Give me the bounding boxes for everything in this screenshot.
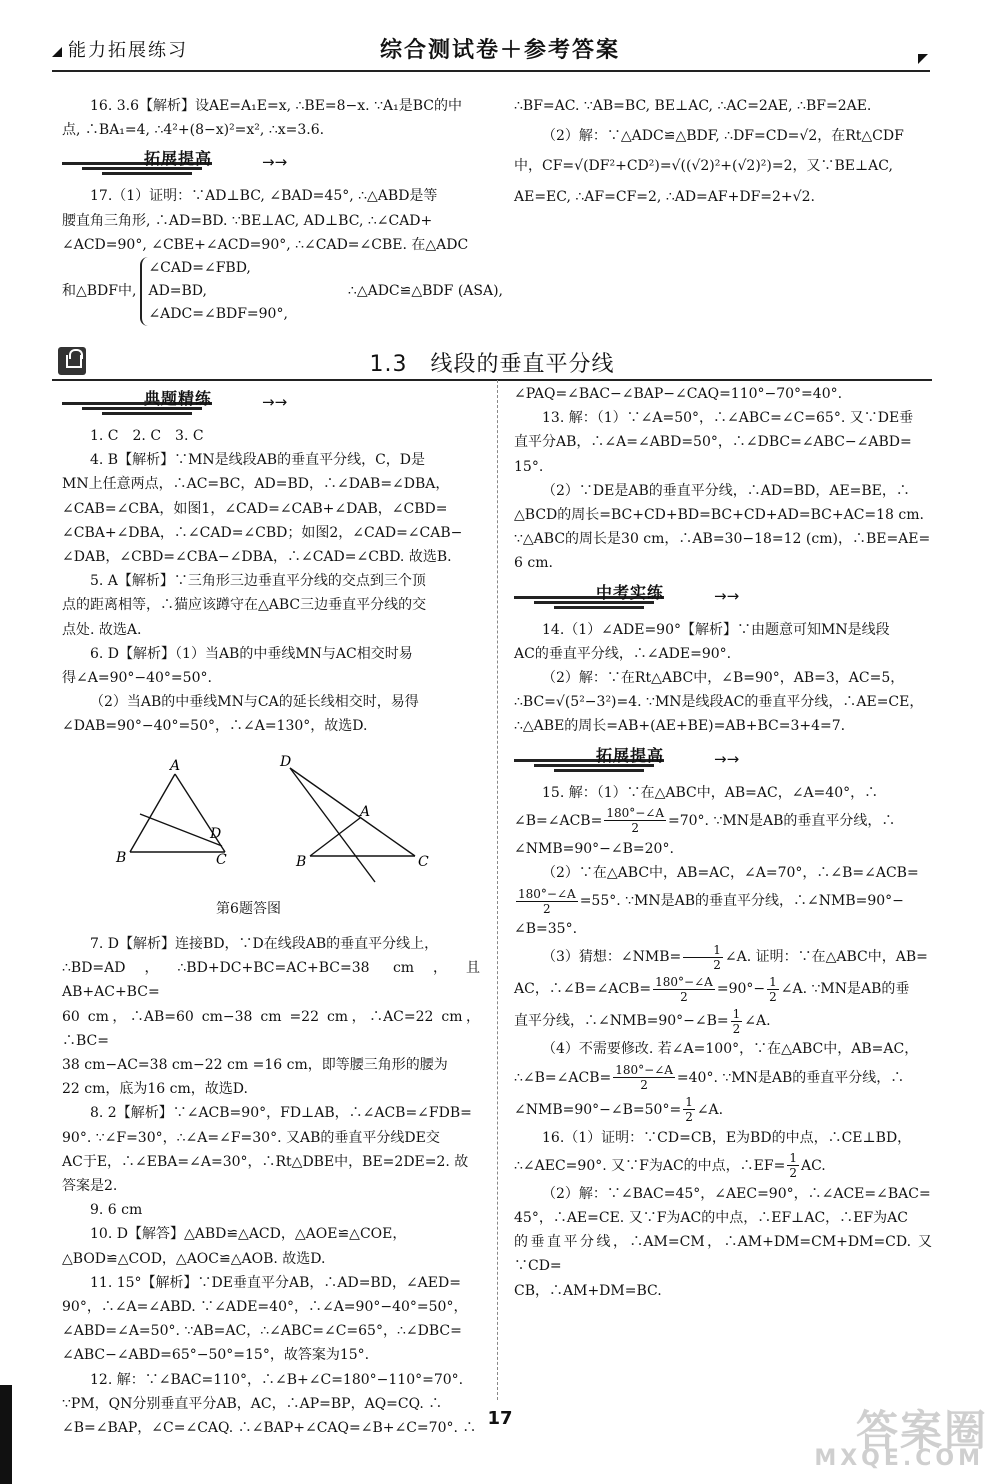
page-number: 17 [487, 1408, 513, 1429]
answer-6-line3: （2）当AB的中垂线MN与CA的延长线相交时，易得 [90, 694, 419, 711]
vertex-label: A [170, 758, 181, 774]
answer-17-line5: ∴BF=AC. ∵AB=BC, BE⊥AC, ∴AC=2AE, ∴BF=2AE. [514, 98, 872, 114]
answer-16-line2: 点, ∴BA₁=4, ∴4²+(8−x)²=x², ∴x=3.6. [62, 122, 325, 139]
numerator: 180°−∠A [518, 886, 576, 901]
badge-label: 拓展提高 [144, 149, 213, 169]
numerator: 180°−∠A [655, 974, 713, 989]
numerator: 1 [789, 1151, 797, 1166]
denominator: 2 [631, 821, 639, 836]
answer-15-line12 [514, 1094, 932, 1126]
answer-16-line2 [514, 1150, 932, 1182]
denominator: 2 [543, 901, 551, 916]
answer-5-line2: 点的距离相等，∴猫应该蹲守在△ABC三边垂直平分线的交 [62, 597, 427, 614]
answer-8-line4: 答案是2. [62, 1178, 118, 1195]
numerator: 180°−∠A [606, 806, 665, 821]
answer-13-line4: （2）∵DE是AB的垂直平分线，∴AD=BD，AE=BE，∴ [542, 482, 910, 499]
left-column [62, 382, 480, 739]
denominator: 2 [789, 1166, 797, 1181]
answer-14-line1: 14.（1）∠ADE=90°【解析】∵由题意可知MN是线段 [542, 621, 890, 638]
text-run: ∴∠AEC=90°. 又∵F为AC的中点，∴EF= [514, 1157, 786, 1174]
text-run: =55°. ∵MN是AB的垂直平分线，∴∠NMB=90°− [579, 893, 904, 910]
running-header-left: 能力拓展练习 [52, 36, 188, 62]
badge-label: 典题精练 [144, 389, 213, 408]
answer-15-line6: ∠B=35°. [514, 921, 578, 938]
text-run: ∠A. ∵MN是AB的垂 [780, 981, 910, 998]
denominator: 2 [769, 989, 777, 1004]
answer-5-line3: 点处. 故选A. [62, 621, 142, 638]
segment-ab [130, 774, 175, 852]
answer-7-line4: 38 cm−AC=38 cm−22 cm =16 cm，即等腰三角形的腰为 [62, 1057, 448, 1074]
answer-17-line3: ∠ACD=90°, ∠CBE+∠ACD=90°, ∴∠CAD=∠CBE. 在△ADC [62, 236, 469, 253]
top-right-column [514, 94, 932, 209]
answer-6-line1: 6. D【解析】（1）当AB的中垂线MN与AC相交时易 [90, 645, 413, 662]
section-heading [52, 343, 932, 379]
fraction [613, 1063, 675, 1092]
answer-8-line2: 90°. ∵∠F=30°，∴∠A=∠F=30°. 又AB的垂直平分线DE交 [62, 1129, 440, 1146]
double-arrow-icon: →→ [262, 153, 288, 172]
numerator: 1 [769, 974, 777, 989]
answer-15-line5 [514, 885, 932, 917]
answer-11-line3: ∠ABD=∠A=50°. ∵AB=AC，∴∠ABC=∠C=65°，∴∠DBC= [62, 1323, 462, 1340]
answer-12-line4: ∠PAQ=∠BAC−∠BAP−∠CAQ=110°−70°=40°. [514, 386, 843, 402]
numerator: 1 [683, 943, 723, 958]
denominator: 2 [680, 989, 688, 1004]
column-divider [497, 380, 498, 1400]
answer-11-line1: 11. 15°【解析】∵DE垂直平分AB，∴AD=BD，∠AED= [90, 1274, 461, 1291]
vertex-label: C [216, 852, 227, 868]
answer-15-line10: （4）不需要修改. 若∠A=100°，∵在△ABC中，AB=AC， [542, 1041, 919, 1058]
answer-7-line5: 22 cm，底为16 cm，故选D. [62, 1081, 248, 1098]
figure-caption: 第6题答图 [216, 901, 281, 917]
answer-16-line6: CB，∴AM+DM=BC. [514, 1282, 662, 1299]
answer-4-line5: ∠DAB，∠CBD=∠CBA−∠DBA，∴∠CAD=∠CBD. 故选B. [62, 549, 452, 566]
answer-16-line1: 16. 3.6【解析】设AE=A₁E=x, ∴BE=8−x. ∵A₁是BC的中 [90, 98, 462, 114]
numerator: 180°−∠A [615, 1063, 673, 1078]
text-run: ∠A. [744, 1013, 771, 1030]
vertex-label: D [280, 754, 292, 770]
double-arrow-icon: →→ [262, 393, 288, 411]
badge-label: 拓展提高 [596, 745, 665, 765]
answer-8-line1: 8. 2【解析】∵∠ACB=90°，FD⊥AB，∴∠ACB=∠FDB= [90, 1105, 472, 1122]
double-arrow-icon: →→ [714, 586, 740, 605]
answer-14-line3: （2）解：∵在Rt△ABC中，∠B=90°，AB=3，AC=5， [542, 670, 905, 687]
system-row: ∠ADC=∠BDF=90°, [148, 306, 288, 323]
answer-11-line4: ∠ABC−∠ABD=65°−50°=15°，故答案为15°. [62, 1347, 370, 1364]
segment-dc [290, 768, 415, 856]
answer-13-line5: △BCD的周长=BC+CD+BD=BC+CD+AD=BC+AC=18 cm. [514, 507, 924, 524]
text-run: AC，∴∠B=∠ACB= [514, 981, 652, 998]
text-run: ∠A. 证明：∵在△ABC中，AB= [724, 949, 928, 966]
fraction [516, 887, 578, 916]
text-run: （3）猜想：∠NMB= [542, 949, 682, 966]
answer-4-line4: ∠CBA+∠DBA，∴∠CAD=∠CBD；如图2，∠CAD=∠CAB− [62, 524, 463, 541]
answer-15-line3: ∠NMB=90°−∠B=20°. [514, 840, 674, 857]
text-run: ∠NMB=90°−∠B=50°= [514, 1101, 682, 1118]
answer-13-line2: 直平分AB，∴∠A=∠ABD=50°，∴∠DBC=∠ABC−∠ABD= [514, 434, 912, 451]
watermark-url: MXQE.COM [814, 1446, 984, 1471]
left-column-continued [62, 932, 480, 1440]
answer-4-line3: ∠CAB=∠CBA，如图1，∠CAD=∠CAB+∠DAB，∠CBD= [62, 500, 448, 517]
system-row: AD=BD, [148, 283, 207, 300]
answer-15-line4: （2）∵在△ABC中，AB=AC，∠A=70°，∴∠B=∠ACB= [542, 865, 919, 882]
text-run: ∴∠B=∠ACB= [514, 1069, 612, 1086]
badge-label: 中考实练 [596, 582, 665, 602]
geometry-figure [110, 752, 440, 892]
answer-16-line1: 16.（1）证明：∵CD=CB，E为BD的中点，∴CE⊥BD， [542, 1129, 912, 1146]
answer-9: 9. 6 cm [90, 1202, 143, 1219]
vertex-label: A [360, 804, 371, 820]
answer-17-part2: （2）解：∵△ADC≌△BDF, ∴DF=CD=√2，在Rt△CDF [542, 128, 904, 145]
answer-17-line1: 17.（1）证明：∵AD⊥BC, ∠BAD=45°, ∴△ABD是等 [90, 188, 438, 205]
answer-15-line1: 15. 解：（1）∵在△ABC中，AB=AC，∠A=40°，∴ [542, 784, 879, 801]
system-brace [140, 257, 287, 326]
answer-13-line7: 6 cm. [514, 555, 553, 572]
section-badge [62, 146, 480, 180]
numerator: 1 [732, 1006, 741, 1021]
answer-10-line1: 10. D【解答】△ABD≌△ACD，△AOE≌△COE， [90, 1226, 407, 1243]
numerator: 1 [685, 1095, 693, 1110]
running-header-title: 综合测试卷＋参考答案 [379, 38, 620, 63]
answer-5-line1: 5. A【解析】∵三角形三边垂直平分线的交点到三个顶 [90, 573, 426, 590]
answer-6-line2: 得∠A=90°−40°=50°. [62, 670, 212, 687]
fraction [683, 943, 723, 972]
answer-13-line6: ∵△ABC的周长是30 cm，∴AB=30−18=12 (cm)，∴BE=AE= [514, 531, 931, 548]
answer-7-line2: ∴BD=AD，∴BD+DC+BC=AC+BC=38 cm，且AB+AC+BC= [62, 960, 480, 1001]
fraction [731, 1007, 743, 1036]
answer-16-line4: 45°，∴AE=CE. 又∵F为AC的中点，∴EF⊥AC，∴EF为AC [514, 1210, 908, 1227]
answer-15-line11 [514, 1062, 932, 1094]
page-edge-shadow [0, 1385, 12, 1484]
fraction [604, 806, 666, 835]
fraction [653, 975, 715, 1004]
answer-4-line1: 4. B【解析】∵MN是线段AB的垂直平分线，C，D是 [90, 452, 426, 469]
answer-11-line2: 90°，∴∠A=∠ABD. ∵∠ADE=40°，∴∠A=90°−40°=50°， [62, 1299, 468, 1316]
system-row: ∠CAD=∠FBD, [148, 260, 251, 277]
denominator: 2 [640, 1078, 648, 1093]
denominator: 2 [732, 1021, 741, 1036]
header-rule [52, 70, 930, 72]
answer-10-line2: △BOD≌△COD，△AOC≌△AOB. 故选D. [62, 1250, 326, 1267]
congruence-system [62, 257, 504, 326]
answer-17-line2: 腰直角三角形, ∴AD=BD. ∵BE⊥AC, AD⊥BC, ∴∠CAD+ [62, 212, 433, 229]
section-title: 1.3 线段的垂直平分线 [369, 352, 615, 377]
answer-8-line3: AC于E，∴∠EBA=∠A=30°，∴Rt△DBE中，BE=2DE=2. 故 [62, 1153, 469, 1170]
answer-14-line2: AC的垂直平分线，∴∠ADE=90°. [514, 645, 732, 662]
right-column [514, 382, 932, 1303]
text-run: =70°. ∵MN是AB的垂直平分线，∴ [668, 812, 896, 829]
answer-13-line1: 13. 解：（1）∵∠A=50°，∴∠ABC=∠C=65°. 又∵DE垂 [542, 410, 914, 427]
text-run: ∠B=∠ACB= [514, 812, 603, 829]
answer-16-line3: （2）解：∵∠BAC=45°，∠AEC=90°，∴∠ACE=∠BAC= [542, 1185, 931, 1202]
system-label: 和△BDF中, [62, 283, 137, 300]
answer-15-line8 [514, 973, 932, 1005]
answer-12-line2: ∵PM，QN分别垂直平分AB，AC，∴AP=BP，AQ=CQ. ∴ [62, 1395, 443, 1412]
answer-4-line2: MN上任意两点，∴AC=BC，AD=BD，∴∠DAB=∠DBA， [62, 476, 450, 493]
answers-1-3: 1. C 2. C 3. C [90, 428, 204, 444]
answer-14-line4: ∴BC=√(5²−3²)=4. ∵MN是线段AC的垂直平分线，∴AE=CE， [514, 694, 924, 711]
answer-15-line7 [514, 941, 932, 973]
section-badge [514, 580, 932, 614]
answer-17-part2-line3: AE=EC, ∴AF=CF=2, ∴AD=AF+DF=2+√2. [514, 188, 815, 205]
answer-12-line1: 12. 解：∵∠BAC=110°，∴∠B+∠C=180°−110°=70°. [90, 1371, 464, 1388]
answer-17-part2-line2: 中，CF=√(DF²+CD²)=√((√2)²+(√2)²)=2，又∵BE⊥AC, [514, 158, 893, 175]
section-rule [52, 379, 932, 381]
fraction [767, 975, 779, 1004]
vertex-label: B [116, 850, 127, 866]
answer-16-line5: 的垂直平分线，∴AM=CM，∴AM+DM=CM+DM=CD. 又∵CD= [514, 1234, 932, 1275]
answer-7-line3: 60 cm，∴AB=60 cm−38 cm =22 cm，∴AC=22 cm，∴BC= [62, 1008, 480, 1049]
answer-6-line4: ∠DAB=90°−40°=50°，∴∠A=130°，故选D. [62, 718, 368, 735]
watermark-text: 答案圈 [855, 1406, 988, 1455]
section-badge [514, 743, 932, 777]
fraction [683, 1095, 695, 1124]
corner-mark-icon [918, 54, 928, 64]
answer-12-line3: ∠B=∠BAP，∠C=∠CAQ. ∴∠BAP+∠CAQ=∠B+∠C=70°. ∴ [62, 1420, 477, 1437]
denominator: 2 [685, 1110, 693, 1125]
top-left-column [62, 94, 504, 326]
segment-ba [310, 818, 360, 856]
answer-14-line5: ∴△ABE的周长=AB+(AE+BE)=AB+BC=3+4=7. [514, 718, 846, 735]
answer-15-line2 [514, 805, 932, 837]
double-arrow-icon: →→ [714, 749, 740, 768]
text-run: =40°. ∵MN是AB的垂直平分线，∴ [676, 1069, 905, 1086]
fraction [787, 1151, 799, 1180]
vertex-label: D [210, 826, 222, 842]
section-badge [62, 386, 480, 420]
text-run: =90°− [716, 981, 766, 998]
answer-15-line9 [514, 1005, 932, 1037]
answer-7-line1: 7. D【解析】连接BD，∵D在线段AB的垂直平分线上， [90, 936, 439, 952]
figure-2 [290, 768, 415, 882]
denominator: 2 [713, 957, 721, 972]
text-run: ∠A. [696, 1101, 724, 1118]
system-result: ∴△ADC≌△BDF (ASA), [347, 283, 504, 300]
vertex-label: B [296, 854, 307, 870]
watermark-logo [798, 1398, 988, 1478]
text-run: AC. [800, 1157, 826, 1174]
text-run: 直平分线，∴∠NMB=90°−∠B= [514, 1013, 729, 1030]
answer-13-line3: 15°. [514, 458, 544, 475]
vertex-label: C [418, 854, 429, 870]
